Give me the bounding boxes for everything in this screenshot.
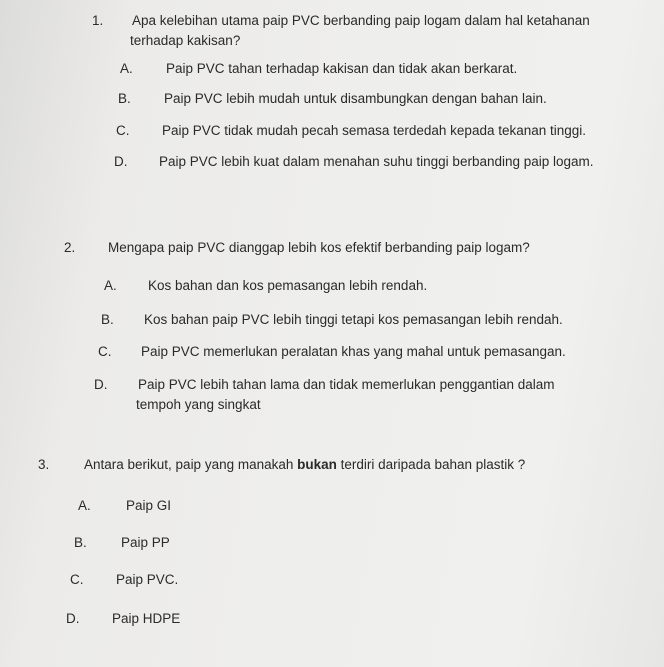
option-text: Kos bahan paip PVC lebih tinggi tetapi kos pemasangan lebih rendah. [144, 312, 563, 327]
option-text-line2: tempoh yang singkat [136, 397, 261, 412]
question-2 [64, 239, 624, 259]
option-text: Paip PVC memerlukan peralatan khas yang mahal untuk pemasangan. [141, 344, 566, 359]
question-text-before: Antara berikut, paip yang manakah [84, 457, 298, 472]
question-number: 1. [92, 13, 104, 28]
question-text-line1: Apa kelebihan utama paip PVC berbanding paip logam dalam hal ketahanan [132, 13, 590, 28]
option-letter: D. [114, 154, 128, 169]
question-text [84, 456, 525, 474]
option-letter: D. [66, 611, 80, 626]
option-letter: C. [116, 123, 130, 138]
option-text: Paip PP [121, 535, 170, 550]
option-letter: B. [101, 312, 114, 327]
option-text: Paip PVC tidak mudah pecah semasa terdedah kepada tekanan tinggi. [162, 123, 587, 138]
question-1 [92, 12, 652, 52]
option-letter: A. [120, 61, 133, 76]
option-text: Paip PVC. [116, 572, 179, 587]
option-text: Paip PVC tahan terhadap kakisan dan tidak akan berkarat. [166, 61, 518, 76]
question-text-line2: terhadap kakisan? [130, 33, 241, 48]
option-letter: C. [98, 344, 112, 359]
option-text: Paip GI [126, 498, 172, 513]
option-text: Paip HDPE [112, 611, 181, 626]
option-text: Paip PVC lebih kuat dalam menahan suhu tinggi berbanding paip logam. [159, 154, 594, 169]
question-text-after: terdiri daripada bahan plastik ? [336, 457, 526, 472]
question-text-line1: Mengapa paip PVC dianggap lebih kos efektif berbanding paip logam? [108, 240, 530, 255]
question-number: 3. [38, 457, 50, 472]
option-text: Kos bahan dan kos pemasangan lebih rendah. [148, 278, 428, 293]
option-letter: C. [70, 572, 84, 587]
question-3 [38, 456, 618, 476]
question-number: 2. [64, 240, 76, 255]
option-letter: A. [78, 498, 91, 513]
option-letter: B. [118, 91, 131, 106]
question-text-emphasis: bukan [297, 457, 337, 472]
option-letter: B. [74, 535, 87, 550]
option-text: Paip PVC lebih tahan lama dan tidak memerlukan penggantian dalam [138, 377, 555, 392]
option-text: Paip PVC lebih mudah untuk disambungkan dengan bahan lain. [164, 91, 547, 106]
option-letter: D. [94, 377, 108, 392]
option-letter: A. [104, 278, 117, 293]
